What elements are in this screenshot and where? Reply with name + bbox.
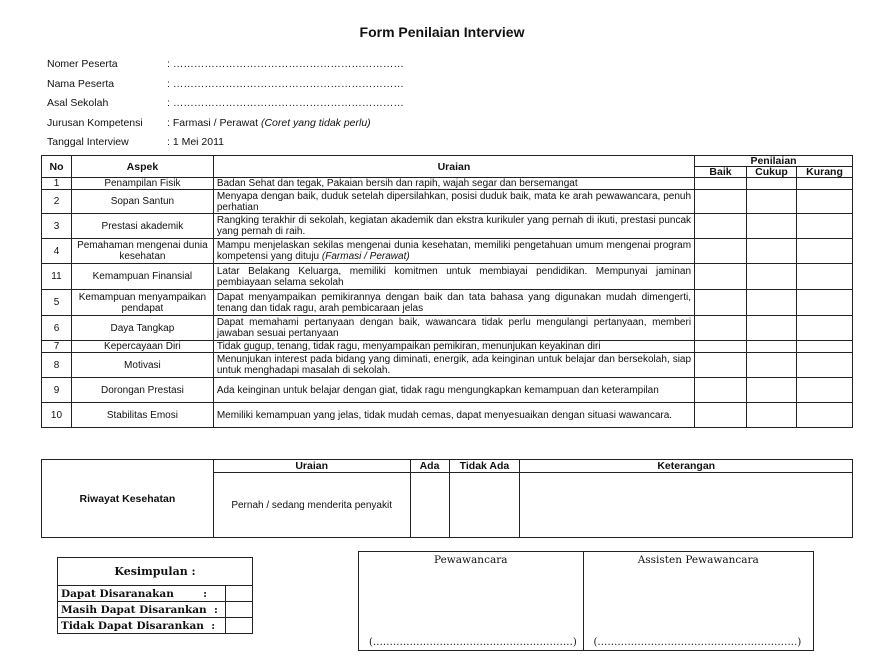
info-row-nama (47, 78, 404, 98)
row-no: 6 (42, 316, 72, 341)
conclusion-check-masih[interactable] (225, 602, 252, 618)
score-cukup[interactable] (747, 316, 797, 341)
score-kurang[interactable] (796, 264, 852, 290)
score-baik[interactable] (695, 214, 747, 239)
info-label: Tanggal Interview (47, 136, 129, 148)
uraian-note: (Farmasi / Perawat) (321, 251, 410, 262)
row-no: 7 (42, 341, 72, 353)
table-row (42, 178, 853, 190)
score-kurang[interactable] (796, 214, 852, 239)
conclusion-check-dapat[interactable] (225, 586, 252, 602)
conclusion-check-tidak[interactable] (225, 618, 252, 634)
score-kurang[interactable] (796, 341, 852, 353)
table-row (42, 316, 853, 341)
row-uraian: Latar Belakang Keluarga, memiliki komitmen untuk membiayai pendidikan. Mempunyai jaminan pembiayaan selama sekolah (213, 264, 694, 290)
score-kurang[interactable] (796, 378, 852, 403)
uraian-text: Mampu menjelaskan sekilas mengenai dunia kesehatan, memiliki pengetahuan umum mengenai program kompetensi yang dituju (216, 240, 692, 262)
health-header-tidak-ada: Tidak Ada (449, 460, 520, 473)
info-label: Jurusan Kompetensi (47, 116, 143, 129)
table-row (42, 264, 853, 290)
score-cukup[interactable] (747, 239, 797, 264)
info-label: Nama Peserta (47, 77, 115, 90)
assistant-signature-line: (……………………………………………………) (593, 637, 802, 648)
header-uraian: Uraian (213, 156, 694, 178)
info-value (167, 117, 371, 137)
conclusion-option-tidak: Tidak Dapat Disarankan : (58, 618, 226, 634)
row-no: 3 (42, 214, 72, 239)
row-uraian (213, 239, 694, 264)
header-baik: Baik (695, 167, 747, 178)
row-aspek: Daya Tangkap (71, 316, 213, 341)
signature-table (358, 551, 814, 651)
form-title: Form Penilaian Interview (359, 24, 525, 40)
info-row-sekolah (47, 97, 404, 117)
conclusion-option-dapat: Dapat Disaranakan : (58, 586, 226, 602)
row-aspek: Prestasi akademik (71, 214, 213, 239)
row-uraian: Memiliki kemampuan yang jelas, tidak mudah cemas, dapat menyesuaikan dengan situasi wawancara. (213, 403, 694, 428)
score-cukup[interactable] (747, 178, 797, 190)
jurusan-note: (Coret yang tidak perlu) (260, 116, 371, 129)
row-no: 8 (42, 353, 72, 378)
score-baik[interactable] (695, 316, 747, 341)
table-row (42, 403, 853, 428)
score-kurang[interactable] (796, 239, 852, 264)
row-aspek: Motivasi (71, 353, 213, 378)
info-value: : ………………………………………………………… (167, 97, 404, 109)
score-cukup[interactable] (747, 378, 797, 403)
row-uraian: Rangking terakhir di sekolah, kegiatan akademik dan ekstra kurikuler yang pernah di ikuti, prestasi puncak yang pernah di raih. (213, 214, 694, 239)
health-header-ada: Ada (410, 460, 449, 473)
interviewer-label: Pewawancara (434, 554, 508, 566)
conclusion-title: Kesimpulan : (58, 558, 253, 586)
info-row-jurusan (47, 117, 404, 137)
header-aspek: Aspek (71, 156, 213, 178)
participant-info (47, 58, 404, 156)
score-cukup[interactable] (747, 290, 797, 316)
row-uraian: Menyapa dengan baik, duduk setelah dipersilahkan, posisi duduk baik, mata ke arah pewawancara, penuh perhatian (213, 190, 694, 214)
header-penilaian: Penilaian (695, 156, 853, 167)
table-row (42, 290, 853, 316)
score-baik[interactable] (695, 353, 747, 378)
table-row (42, 239, 853, 264)
score-cukup[interactable] (747, 190, 797, 214)
health-tidak-ada-cell[interactable] (449, 473, 520, 538)
row-uraian: Badan Sehat dan tegak, Pakaian bersih dan rapih, wajah segar dan bersemangat (213, 178, 694, 190)
row-aspek: Pemahaman mengenai dunia kesehatan (71, 239, 213, 264)
conclusion-table (57, 557, 253, 634)
row-aspek: Kemampuan Finansial (71, 264, 213, 290)
score-baik[interactable] (695, 341, 747, 353)
conclusion-option-masih: Masih Dapat Disarankan : (58, 602, 226, 618)
row-uraian: Tidak gugup, tenang, tidak ragu, menyampaikan pemikiran, menunjukan keyakinan diri (213, 341, 694, 353)
health-item: Pernah / sedang menderita penyakit (213, 473, 410, 538)
health-keterangan-cell[interactable] (520, 473, 853, 538)
assistant-label: Assisten Pewawancara (637, 554, 759, 566)
interviewer-signature-line: (……………………………………………………) (369, 637, 577, 648)
table-row (42, 214, 853, 239)
row-aspek: Kemampuan menyampaikan pendapat (71, 290, 213, 316)
score-kurang[interactable] (796, 190, 852, 214)
score-baik[interactable] (695, 178, 747, 190)
score-cukup[interactable] (747, 341, 797, 353)
row-no: 4 (42, 239, 72, 264)
row-uraian: Dapat menyampaikan pemikirannya dengan baik dan tata bahasa yang digunakan mudah dimengerti, tenang dan tidak ragu, arah pembicaraan jelas (213, 290, 694, 316)
row-uraian: Dapat memahami pertanyaan dengan baik, wawancara tidak perlu mengulangi pertanyaan, memberi jawaban sesuai pertanyaan (213, 316, 694, 341)
table-row (42, 190, 853, 214)
score-kurang[interactable] (796, 290, 852, 316)
row-aspek: Dorongan Prestasi (71, 378, 213, 403)
health-label: Riwayat Kesehatan (42, 460, 214, 538)
header-cukup: Cukup (747, 167, 797, 178)
table-row (42, 378, 853, 403)
table-row (42, 353, 853, 378)
info-row-tanggal (47, 136, 404, 156)
info-row-nomer (47, 58, 404, 78)
score-baik[interactable] (695, 403, 747, 428)
row-no: 1 (42, 178, 72, 190)
score-cukup[interactable] (747, 353, 797, 378)
info-value: : 1 Mei 2011 (167, 136, 225, 148)
row-aspek: Sopan Santun (71, 190, 213, 214)
jurusan-value: : Farmasi / Perawat (167, 116, 261, 129)
assistant-signature-box[interactable] (583, 552, 814, 651)
row-aspek: Penampilan Fisik (71, 178, 213, 190)
assessment-table (41, 155, 853, 428)
header-kurang: Kurang (796, 167, 852, 178)
info-value: : ………………………………………………………… (167, 77, 404, 90)
info-label: Asal Sekolah (47, 97, 109, 109)
score-kurang[interactable] (796, 403, 852, 428)
score-kurang[interactable] (796, 316, 852, 341)
score-cukup[interactable] (747, 264, 797, 290)
info-value: : ………………………………………………………… (167, 58, 404, 70)
header-no: No (42, 156, 72, 178)
row-uraian: Ada keinginan untuk belajar dengan giat, tidak ragu mengungkapkan kemampuan dan keterampilan (213, 378, 694, 403)
score-cukup[interactable] (747, 403, 797, 428)
table-row (42, 341, 853, 353)
score-kurang[interactable] (796, 178, 852, 190)
row-no: 11 (42, 264, 72, 290)
info-label: Nomer Peserta (47, 58, 118, 70)
health-header-uraian: Uraian (213, 460, 410, 473)
score-baik[interactable] (695, 290, 747, 316)
score-baik[interactable] (695, 190, 747, 214)
score-baik[interactable] (695, 378, 747, 403)
interviewer-signature-box[interactable] (359, 552, 584, 651)
score-baik[interactable] (695, 239, 747, 264)
score-cukup[interactable] (747, 214, 797, 239)
row-aspek: Stabilitas Emosi (71, 403, 213, 428)
row-no: 5 (42, 290, 72, 316)
score-kurang[interactable] (796, 353, 852, 378)
row-no: 10 (42, 403, 72, 428)
row-aspek: Kepercayaan Diri (71, 341, 213, 353)
row-uraian: Menunjukan interest pada bidang yang diminati, energik, ada keinginan untuk belajar dan bersekolah, siap untuk menghadapi masalah di sekolah. (213, 353, 694, 378)
health-ada-cell[interactable] (410, 473, 449, 538)
row-no: 9 (42, 378, 72, 403)
score-baik[interactable] (695, 264, 747, 290)
health-header-keterangan: Keterangan (520, 460, 853, 473)
health-history-table (41, 459, 853, 538)
row-no: 2 (42, 190, 72, 214)
